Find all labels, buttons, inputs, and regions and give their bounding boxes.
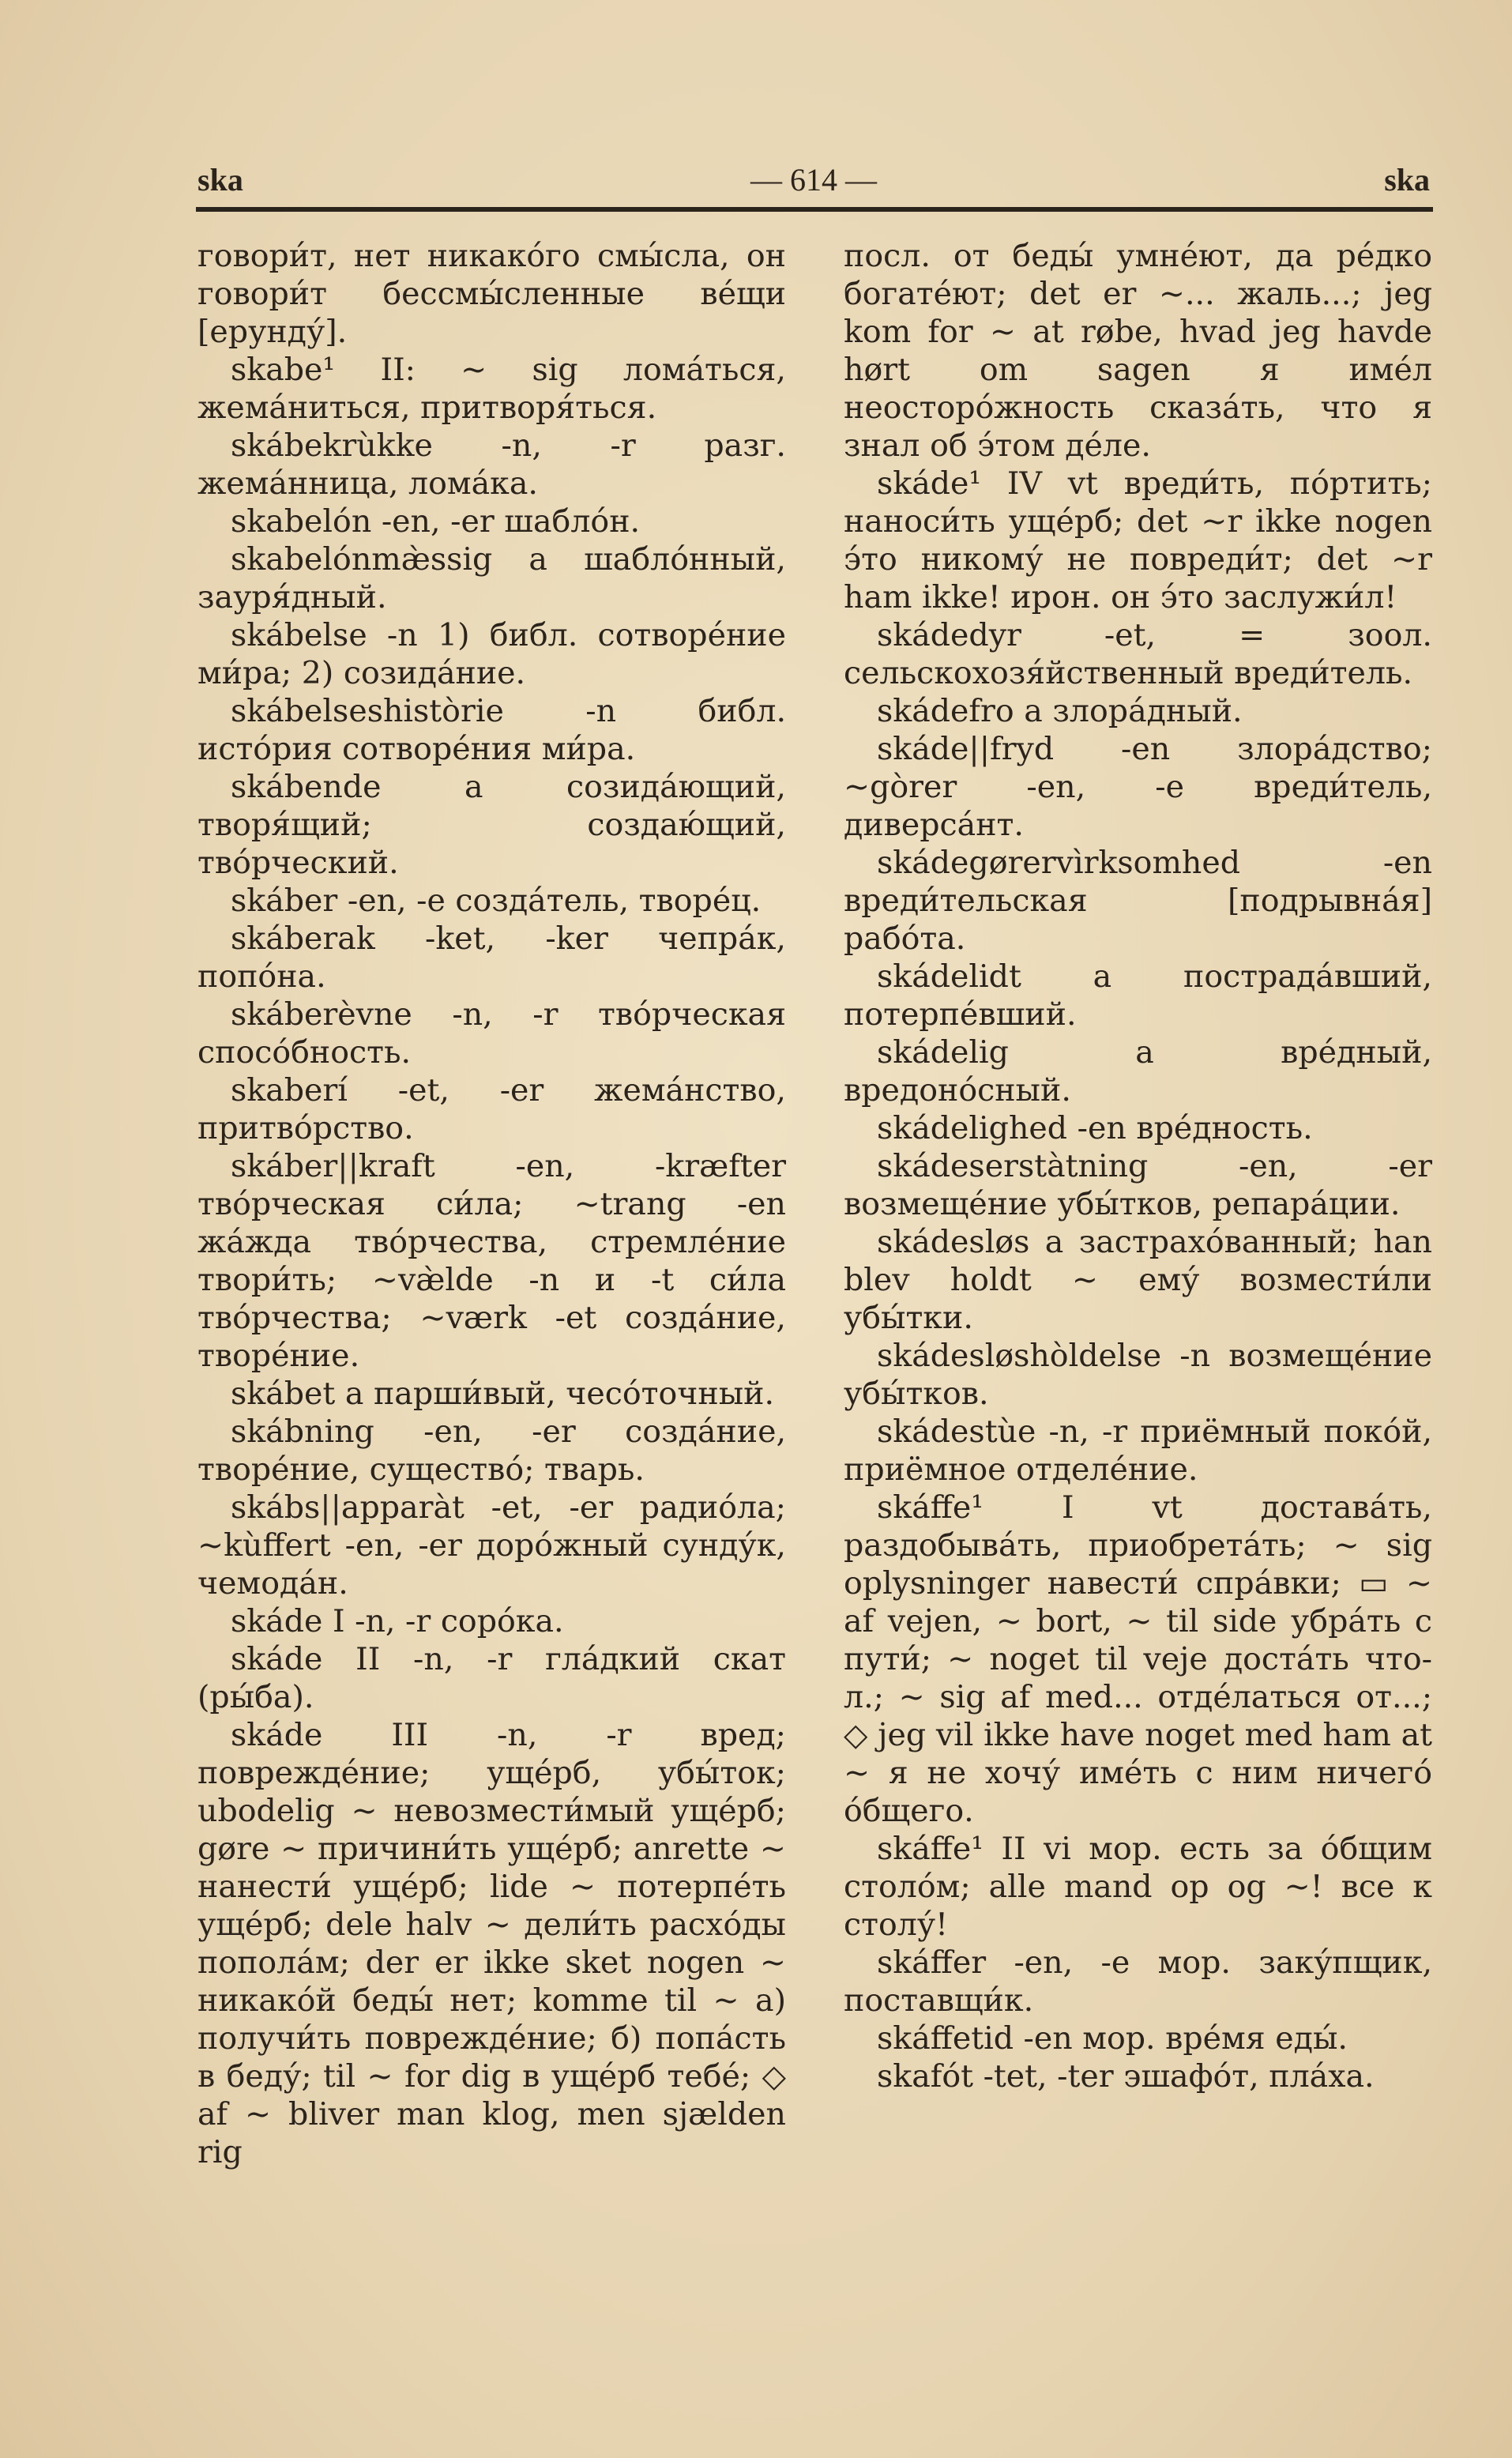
header-rule (196, 207, 1433, 212)
dictionary-entry: skáffe¹ I vt достава́ть, раздобыва́ть, приобрета́ть; ~ sig oplysninger навести́ спра́вки; ▭ ~ af vejen, ~ bort, ~ til side убра́ть с пути́; ~ noget til veje доста́ть что-л.; ~ sig af med... отде́латься от...; ◇ jeg vil ikke have noget med ham at ~ я не хочу́ име́ть с ним ничего́ о́бщего. (844, 1489, 1432, 1829)
dictionary-entry: skádelighed -en вре́дность. (877, 1110, 1313, 1146)
dictionary-entry: skáde II -n, -r гла́дкий скат (ры́ба). (197, 1641, 786, 1715)
header-right-guideword: ska (1384, 162, 1430, 198)
right-column (844, 237, 1432, 2095)
dictionary-entry: skáffe¹ II vi мор. есть за о́бщим столо́м; alle mand op og ~! все к столу́! (844, 1831, 1432, 1943)
dictionary-entry: посл. от беды́ умне́ют, да ре́дко богате́ют; det er ~... жаль...; jeg kom for ~ at røbe, hvad jeg havde hørt om sagen я име́л неосторо́жность сказа́ть, что я знал об э́том де́ле. (844, 238, 1432, 464)
dictionary-entry: skádesløs a застрахо́ванный; han blev holdt ~ ему́ возмести́ли убы́тки. (844, 1224, 1432, 1336)
dictionary-entry: говори́т, нет никако́го смы́сла, он говори́т бессмы́сленные ве́щи [ерунду́]. (197, 238, 786, 350)
dictionary-entry: skábs||apparàt -et, -er радио́ла; ~kùffert -en, -er доро́жный сунду́к, чемода́н. (197, 1489, 786, 1602)
dictionary-entry: skábende a созида́ющий, творя́щий; создаю́щий, тво́рческий. (197, 769, 786, 881)
dictionary-entry: skádelig a вре́дный, вредоно́сный. (844, 1034, 1432, 1109)
header-left-guideword: ska (197, 162, 243, 198)
dictionary-entry: skáffetid -en мор. вре́мя еды́. (877, 2020, 1348, 2057)
dictionary-entry: skádegørervìrksomhed -en вреди́тельская [подрывна́я] рабо́та. (844, 845, 1432, 957)
dictionary-entry: skábning -en, -er созда́ние, творе́ние, существо́; тварь. (197, 1413, 786, 1488)
dictionary-entry: skafót -tet, -ter эшафо́т, пла́ха. (877, 2058, 1375, 2095)
dictionary-entry: skádesløshòldelse -n возмеще́ние убы́тков. (844, 1338, 1432, 1412)
dictionary-entry: skábelse -n 1) библ. сотворе́ние ми́ра; 2) созида́ние. (197, 617, 786, 691)
dictionary-entry: skádestùe -n, -r приёмный поко́й, приёмное отделе́ние. (844, 1413, 1432, 1488)
dictionary-entry: skáberak -ket, -ker чепра́к, попо́на. (197, 920, 786, 995)
dictionary-entry: skaberí -et, -er жема́нство, притво́рство. (197, 1072, 786, 1146)
dictionary-entry: skabelónmæ̀ssig a шабло́нный, зауря́дный. (197, 541, 786, 615)
dictionary-entry: skáffer -en, -e мор. заку́пщик, поставщи́к. (844, 1944, 1432, 2019)
dictionary-entry: skádelidt a пострада́вший, потерпе́вший. (844, 958, 1432, 1033)
left-column (197, 237, 786, 2171)
dictionary-entry: skáber -en, -e созда́тель, творе́ц. (231, 883, 762, 919)
dictionary-entry: skádefro a злора́дный. (877, 693, 1243, 729)
dictionary-entry: skábelseshistòrie -n библ. исто́рия сотворе́ния ми́ра. (197, 693, 786, 767)
dictionary-entry: skabelón -en, -er шабло́н. (231, 503, 641, 540)
page-number: — 614 — (750, 162, 877, 198)
dictionary-entry: skáde||fryd -en злора́дство; ~gòrer -en, -e вреди́тель, диверса́нт. (844, 731, 1432, 843)
dictionary-entry: skáde I -n, -r соро́ка. (231, 1603, 564, 1639)
dictionary-entry: skádeserstàtning -en, -er возмеще́ние убы́тков, репара́ции. (844, 1148, 1432, 1222)
dictionary-entry: skáber||kraft -en, -kræfter тво́рческая си́ла; ~trang -en жа́жда тво́рчества, стремле́ние твори́ть; ~væ̀lde -n и -t си́ла тво́рчества; ~værk -et созда́ние, творе́ние. (197, 1148, 786, 1374)
page-header (197, 161, 1430, 209)
dictionary-entry: skábet a парши́вый, чесо́точный. (231, 1376, 775, 1412)
dictionary-entry: skáde¹ IV vt вреди́ть, по́ртить; наноси́ть уще́рб; det ~r ikke nogen э́то никому́ не повреди́т; det ~r ham ikke! ирон. он э́то заслужи́л! (844, 465, 1432, 615)
dictionary-entry: skabe¹ II: ~ sig лома́ться, жема́ниться, притворя́ться. (197, 352, 786, 426)
dictionary-entry: skádedyr -et, = зоол. сельскохозя́йственный вреди́тель. (844, 617, 1432, 691)
dictionary-entry: skábekrùkke -n, -r разг. жема́нница, лома́ка. (197, 427, 786, 502)
dictionary-entry: skáde III -n, -r вред; поврежде́ние; уще́рб, убы́ток; ubodelig ~ невозмести́мый уще́рб; gøre ~ причини́ть уще́рб; anrette ~ нанести́ уще́рб; lide ~ потерпе́ть уще́рб; dele halv ~ дели́ть расхо́ды попола́м; der er ikke sket nogen ~ никако́й беды́ нет; komme til ~ а) получи́ть поврежде́ние; б) попа́сть в беду́; til ~ for dig в уще́рб тебе́; ◇ af ~ bliver man klog, men sjælden rig (197, 1717, 786, 2170)
dictionary-entry: skáberèvne -n, -r тво́рческая спосо́бность. (197, 996, 786, 1071)
